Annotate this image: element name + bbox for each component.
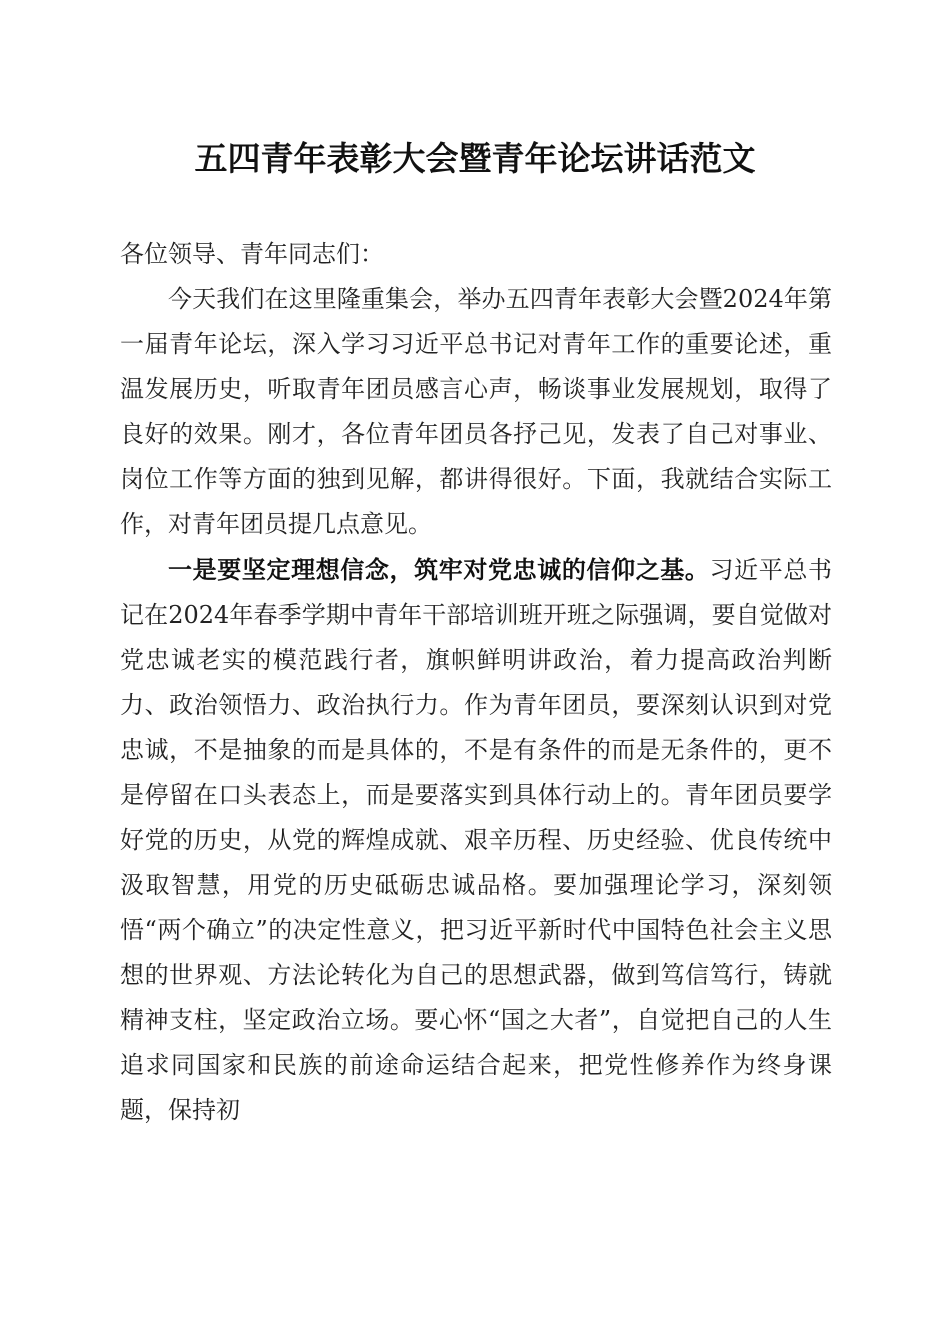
paragraph-point-one [120,547,832,1133]
point-one-body: 习近平总书记在2024年春季学期中青年干部培训班开班之际强调，要自觉做对党忠诚老实的模范践行者，旗帜鲜明讲政治，着力提高政治判断力、政治领悟力、政治执行力。作为青年团员，要深刻认识到对党忠诚，不是抽象的而是具体的，不是有条件的而是无条件的，更不是停留在口头表态上，而是要落实到具体行动上的。青年团员要学好党的历史，从党的辉煌成就、艰辛历程、历史经验、优良传统中汲取智慧，用党的历史砥砺忠诚品格。要加强理论学习，深刻领悟“两个确立”的决定性意义，把习近平新时代中国特色社会主义思想的世界观、方法论转化为自己的思想武器，做到笃信笃行，铸就精神支柱，坚定政治立场。要心怀“国之大者”，自觉把自己的人生追求同国家和民族的前途命运结合起来，把党性修养作为终身课题，保持初 [120,556,833,1124]
point-one-heading: 一是要坚定理想信念，筑牢对党忠诚的信仰之基。 [168,555,710,584]
salutation: 各位领导、青年同志们： [120,240,384,268]
document-title: 五四青年表彰大会暨青年论坛讲话范文 [194,139,756,178]
paragraph-opening: 今天我们在这里隆重集会，举办五四青年表彰大会暨2024年第一届青年论坛，深入学习习近平总书记对青年工作的重要论述，重温发展历史，听取青年团员感言心声，畅谈事业发展规划，取得了良好的效果。刚才，各位青年团员各抒己见，发表了自己对事业、岗位工作等方面的独到见解，都讲得很好。下面，我就结合实际工作，对青年团员提几点意见。 [120,285,832,538]
document-body [120,232,832,1133]
